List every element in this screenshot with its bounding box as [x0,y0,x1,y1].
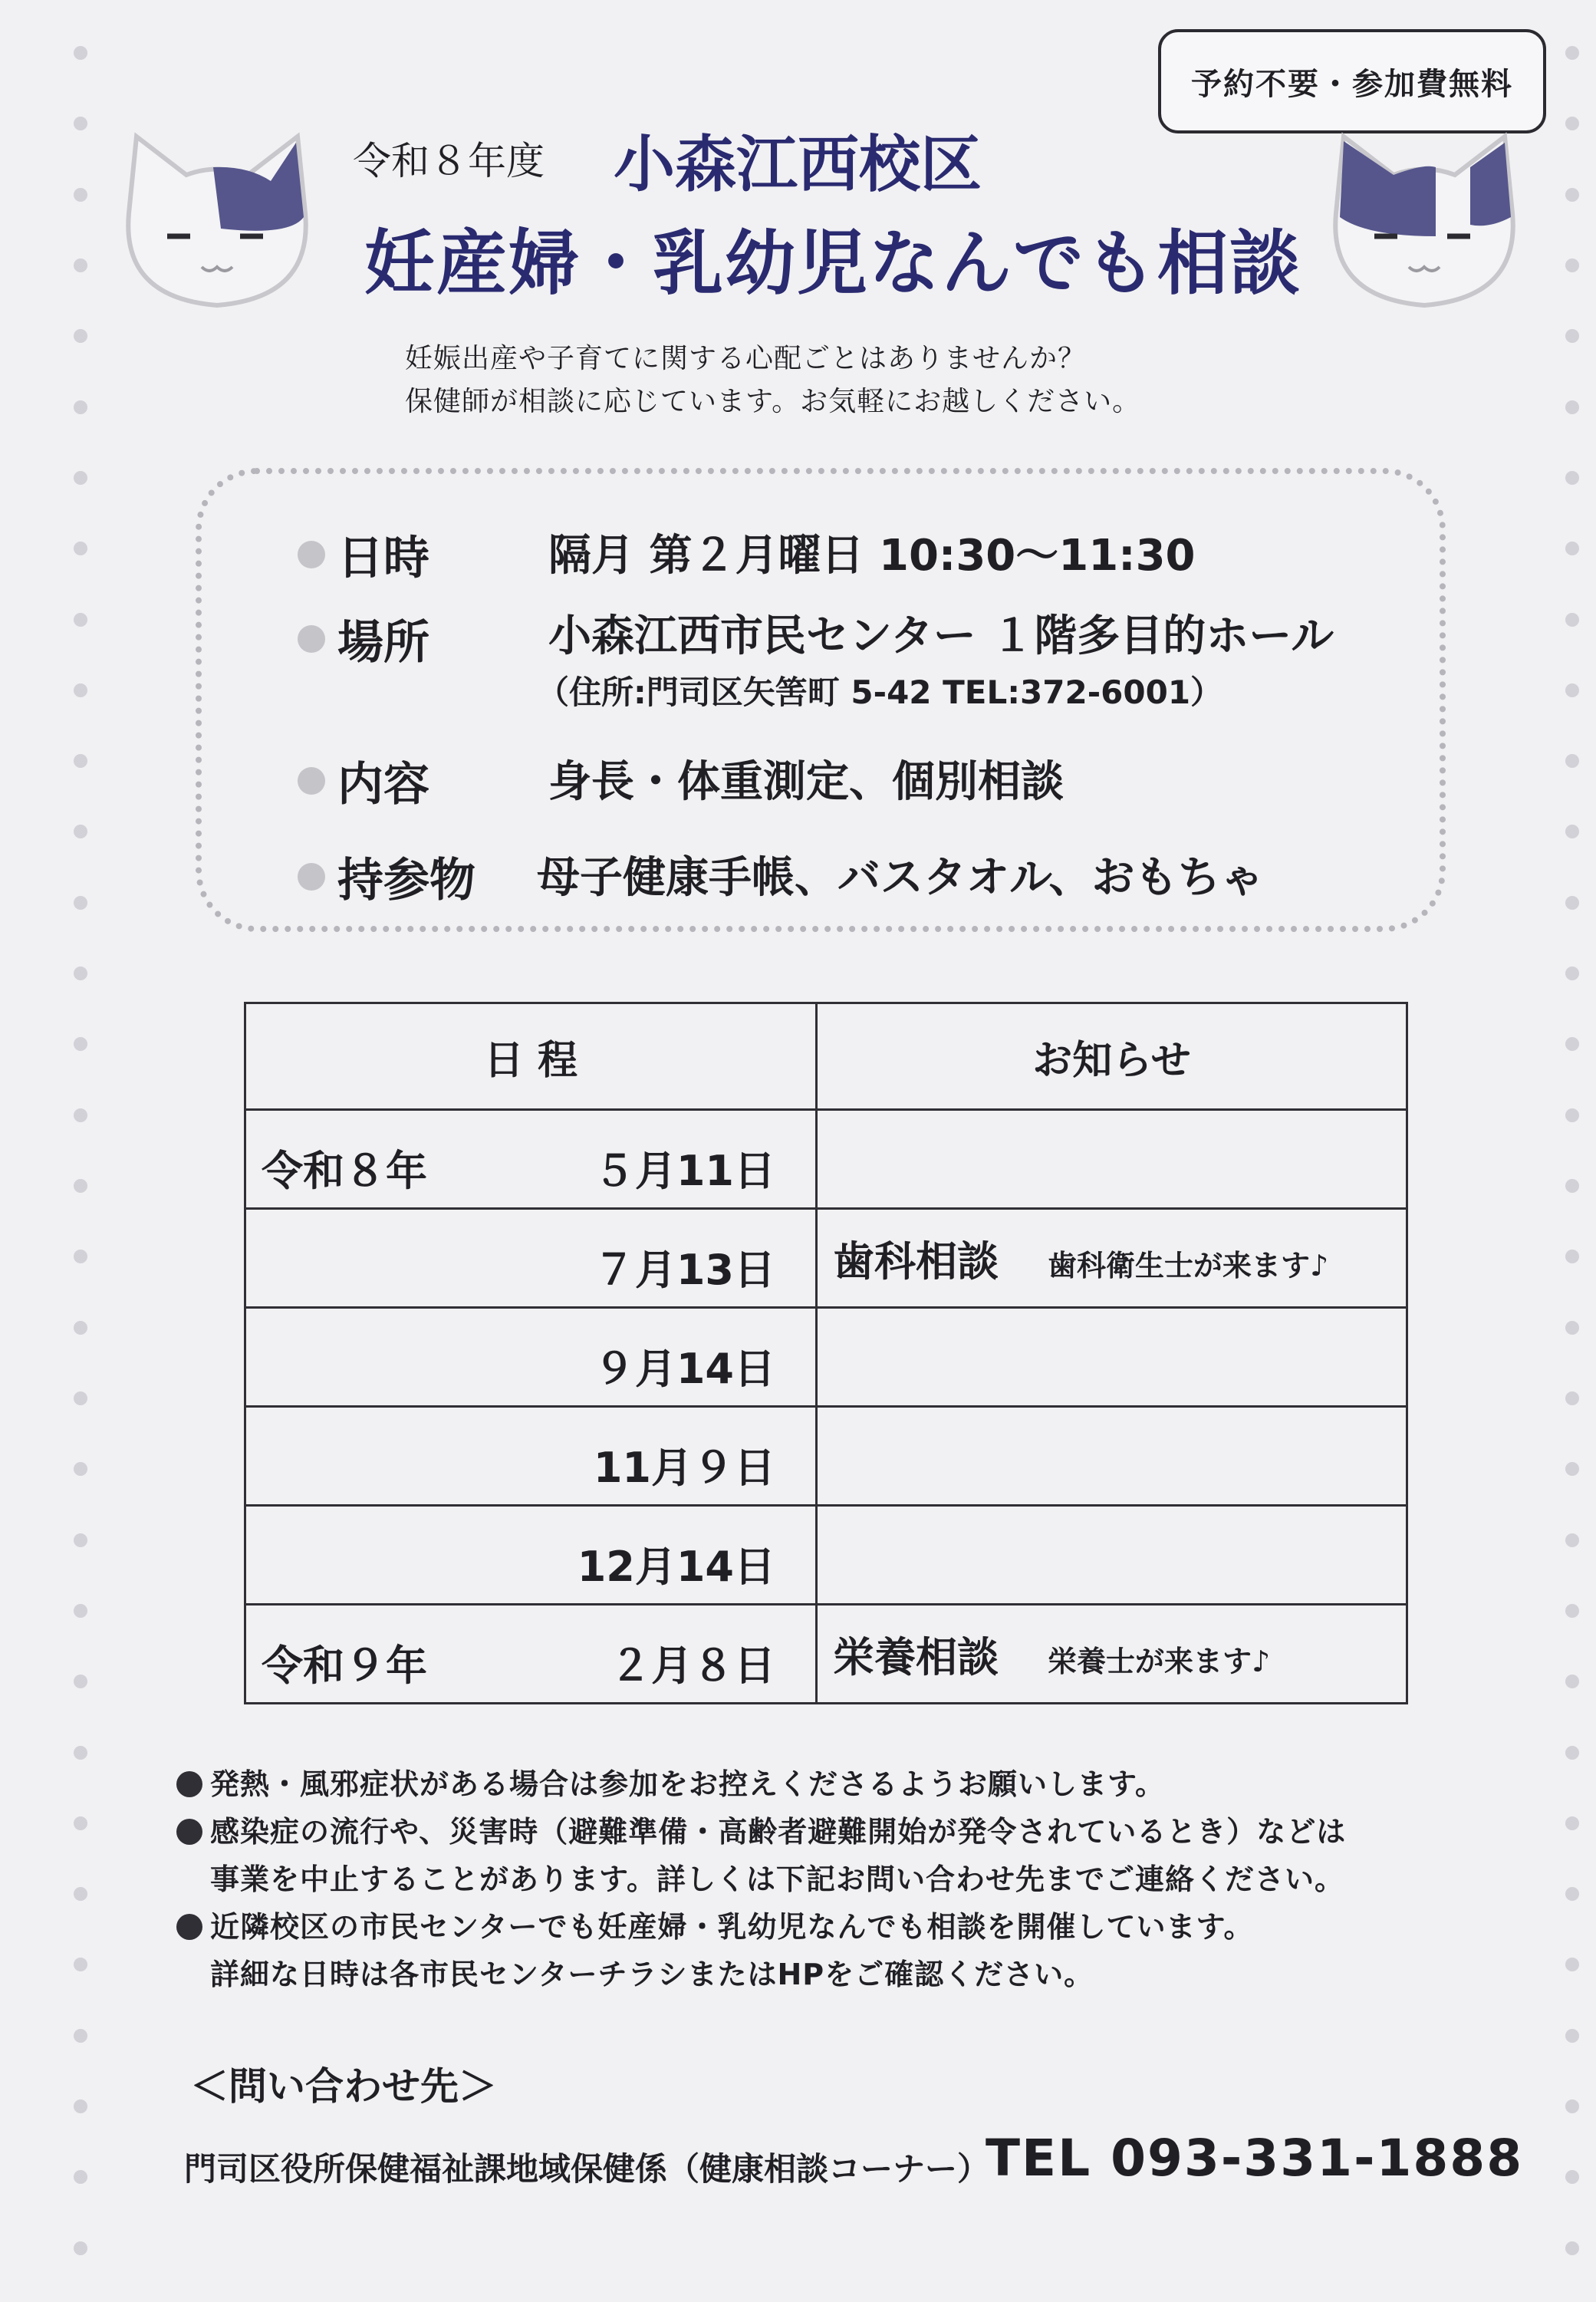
paw-icon [1565,329,1579,343]
paw-icon [74,1746,87,1760]
paw-icon [74,1887,87,1901]
paw-icon [74,1108,87,1122]
paw-icon [1565,683,1579,697]
paw-icon [1565,825,1579,838]
table-row [245,1209,1407,1308]
notice-cell [817,1209,1407,1308]
paw-icon [74,967,87,980]
table-row [245,1506,1407,1605]
page-title: 妊産婦・乳幼児なんでも相談 [364,222,1302,305]
date-cell [245,1605,817,1704]
intro-line: 妊娠出産や子育てに関する心配ごとはありませんか？ [405,343,1087,374]
note-item [176,1760,1346,1808]
paw-icon [1565,117,1579,130]
paw-icon [1565,1746,1579,1760]
paw-icon [1565,1675,1579,1688]
paw-icon [74,754,87,768]
schedule-table [244,1002,1408,1704]
date-cell [245,1506,817,1605]
paw-icon [1565,613,1579,627]
paw-icon [1565,1108,1579,1122]
paw-icon [1565,1391,1579,1405]
paw-icon [74,259,87,272]
intro-text [405,338,1140,423]
place-address: （住所:門司区矢筈町 5-42 TEL:372-6001） [537,673,1223,711]
note-item [176,1903,1346,1998]
paw-icon [1565,259,1579,272]
notice-sub: 歯科衛生士が来ます♪ [1048,1248,1329,1283]
district-name: 小森江西校区 [614,129,982,200]
paw-icon [74,2241,87,2255]
note-line: 事業を中止することがあります。詳しくは下記お問い合わせ先までご連絡ください。 [210,1862,1344,1896]
notice-cell [817,1308,1407,1407]
paw-icon [1565,1816,1579,1830]
paw-icon [74,1250,87,1263]
date: 12月14日 [577,1543,775,1591]
paw-icon [1565,1958,1579,1971]
date: ２月８日 [610,1642,775,1690]
paw-icon [1565,1250,1579,1263]
paw-icon [1565,542,1579,555]
paw-icon [74,1321,87,1335]
paw-icon [74,1391,87,1405]
era: 令和８年 [262,1147,427,1195]
content-label: 内容 [337,758,429,812]
paw-icon [74,542,87,555]
paw-icon [1565,1604,1579,1618]
contact-heading: ＜問い合わせ先＞ [190,2064,497,2109]
paw-icon [74,613,87,627]
paw-icon [1565,188,1579,202]
datetime-value: 隔月 第２月曜日 10:30～11:30 [548,531,1196,581]
note-item [176,1808,1346,1903]
paw-icon [1565,2170,1579,2184]
paw-icon [1565,2241,1579,2255]
info-datetime [298,522,429,588]
schedule-header: 日 程 [245,1003,817,1110]
paw-icon [1565,1321,1579,1335]
contact-phone[interactable]: TEL 093-331-1888 [986,2129,1524,2188]
info-content [298,748,429,814]
paw-icon [74,188,87,202]
date-cell [245,1209,817,1308]
paw-icon [74,825,87,838]
paw-icon [74,2029,87,2043]
cat-face-icon [114,121,321,321]
paw-icon [74,1675,87,1688]
items-value: 母子健康手帳、バスタオル、おもちゃ [537,853,1264,903]
date: 11月９日 [593,1444,775,1492]
date: ９月14日 [593,1345,775,1393]
notice-cell [817,1605,1407,1704]
bullet-dot-icon [298,541,325,568]
paw-icon [74,400,87,414]
info-place [298,606,429,672]
paw-icon [1565,1179,1579,1193]
intro-line: 保健師が相談に応じています。お気軽にお越しください。 [405,386,1141,417]
paw-icon [74,1179,87,1193]
table-row [245,1308,1407,1407]
date: ５月11日 [593,1147,775,1195]
fiscal-year: 令和８年度 [353,139,545,183]
paw-icon [1565,896,1579,910]
paw-icon [1565,754,1579,768]
paw-icon [74,1533,87,1547]
paw-icon [74,683,87,697]
paw-icon [74,2170,87,2184]
paw-icon [74,896,87,910]
place-value: 小森江西市民センター １階多目的ホール [548,611,1334,661]
paw-icon [74,117,87,130]
note-line: 詳細な日時は各市民センターチラシまたはHPをご確認ください。 [210,1958,1094,1991]
bullet-dot-icon [176,1771,202,1797]
paw-icon [1565,967,1579,980]
paw-icon [74,1604,87,1618]
items-label: 持参物 [337,854,476,907]
paw-icon [1565,1533,1579,1547]
paw-icon [1565,1037,1579,1051]
bullet-dot-icon [176,1914,202,1940]
date-cell [245,1110,817,1209]
paw-icon [1565,471,1579,485]
bullet-dot-icon [298,767,325,795]
paw-icon [1565,2029,1579,2043]
table-header-row [245,1003,1407,1110]
era: 令和９年 [262,1642,427,1690]
notice-sub: 栄養士が来ます♪ [1048,1644,1271,1678]
paw-icon [1565,1887,1579,1901]
note-line: 近隣校区の市民センターでも妊産婦・乳幼児なんでも相談を開催しています。 [210,1910,1254,1944]
paw-icon [1565,2099,1579,2113]
notice-cell [817,1506,1407,1605]
date-cell [245,1407,817,1506]
paw-border-left [65,46,96,2255]
bullet-dot-icon [176,1819,202,1845]
notice-header: お知らせ [817,1003,1407,1110]
place-label: 場所 [337,616,429,670]
info-items [298,844,476,910]
paw-icon [1565,400,1579,414]
free-entry-badge: 予約不要・参加費無料 [1158,29,1546,133]
paw-icon [1565,1462,1579,1476]
cat-face-icon [1321,121,1528,321]
paw-icon [74,1462,87,1476]
notice-cell [817,1110,1407,1209]
content-value: 身長・体重測定、個別相談 [548,757,1064,807]
paw-icon [74,2099,87,2113]
table-row [245,1407,1407,1506]
note-line: 発熱・風邪症状がある場合は参加をお控えくださるようお願いします。 [210,1767,1165,1801]
table-row [245,1605,1407,1704]
paw-icon [74,1958,87,1971]
bullet-dot-icon [298,863,325,891]
notice-cell [817,1407,1407,1506]
paw-border-right [1557,46,1588,2255]
bullet-dot-icon [298,625,325,653]
notice-main: 栄養相談 [833,1632,999,1681]
datetime-label: 日時 [337,532,429,585]
paw-icon [74,1816,87,1830]
notes-list [176,1760,1346,1998]
paw-icon [1565,46,1579,60]
date: ７月13日 [593,1246,775,1294]
table-row [245,1110,1407,1209]
paw-icon [74,46,87,60]
contact-office: 門司区役所保健福祉課地域保健係（健康相談コーナー） [184,2150,990,2188]
paw-icon [74,471,87,485]
paw-icon [74,1037,87,1051]
notice-main: 歯科相談 [833,1237,999,1286]
note-line: 感染症の流行や、災害時（避難準備・高齢者避難開始が発令されているとき）などは [210,1815,1347,1849]
paw-icon [74,329,87,343]
date-cell [245,1308,817,1407]
